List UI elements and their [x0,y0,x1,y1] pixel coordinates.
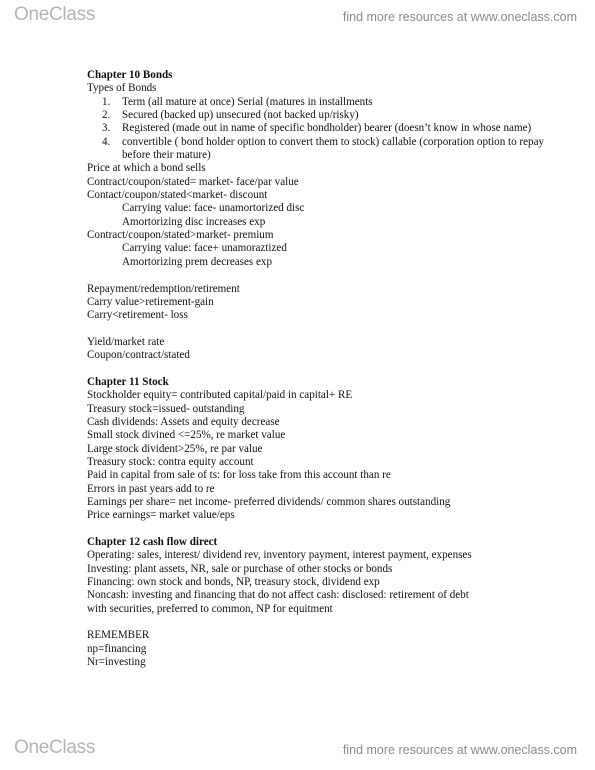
text-line: Cash dividends: Assets and equity decrease [87,415,280,428]
price-label: Price at which a bond sells [87,162,206,175]
text-line-indented: Carrying value: face- unamortorized disc [122,202,305,215]
text-line: Errors in past years add to re [87,482,215,495]
text-line: Coupon/contract/stated [87,349,190,362]
oneclass-logo: OneClass [14,4,96,25]
text-line: Carry<retirement- loss [87,309,188,322]
bond-type-item [87,136,587,163]
text-line: Nr=investing [87,656,146,669]
item-number: 2. [102,109,111,122]
bond-type-item [87,96,587,109]
text-line: Noncash: investing and financing that do not affect cash: disclosed: retirement of debt [87,589,469,602]
spacer [87,616,587,629]
text-line: Large stock divident>25%, re par value [87,442,263,455]
text-line: Operating: sales, interest/ dividend rev, inventory payment, interest payment, expenses [87,549,472,562]
item-number: 1. [102,95,111,108]
item-text: Registered (made out in name of specific bondholder) bearer (doesn’t know in whose name) [122,122,532,135]
item-number: 4. [102,135,111,148]
text-line-indented: Carrying value: face+ unamoraztized [122,242,287,255]
bond-type-item [87,122,587,135]
text-line: Contact/coupon/stated<market- discount [87,189,268,202]
text-line: Treasury stock=issued- outstanding [87,402,245,415]
item-number: 3. [102,122,111,135]
header-tagline[interactable]: find more resources at www.oneclass.com [342,10,577,24]
chapter-11-heading: Chapter 11 Stock [87,375,169,388]
text-line: Contract/coupon/stated= market- face/par value [87,175,299,188]
spacer [87,523,587,536]
oneclass-logo: OneClass [14,737,96,758]
item-text: convertible ( bond holder option to convert them to stock) callable (corporation option to repay before their mature) [122,135,545,162]
footer-tagline[interactable]: find more resources at www.oneclass.com [342,743,577,757]
spacer [87,269,587,282]
text-line: Paid in capital from sale of ts: for loss take from this account than re [87,469,391,482]
text-line-indented: Amortorizing disc increases exp [122,215,266,228]
types-label: Types of Bonds [87,82,157,95]
text-line: Earnings per share= net income- preferred dividends/ common shares outstanding [87,496,451,508]
text-line: Stockholder equity= contributed capital/paid in capital+ RE [87,389,353,402]
spacer [87,363,587,376]
text-line: Price earnings= market value/eps [87,509,235,522]
item-text: Secured (backed up) unsecured (not backed up/risky) [122,109,359,122]
text-line: Small stock divined <=25%, re market value [87,429,286,442]
text-line: Contract/coupon/stated>market- premium [87,229,274,242]
remember-heading: REMEMBER [87,629,150,642]
text-line: Carry value>retirement-gain [87,295,214,308]
bond-type-item [87,109,587,122]
text-line: Financing: own stock and bonds, NP, treasury stock, dividend exp [87,576,380,589]
document-body [87,69,587,669]
spacer [87,323,587,336]
chapter-12-heading: Chapter 12 cash flow direct [87,536,218,549]
text-line-indented: Amortorizing prem decreases exp [122,255,273,268]
text-line: Investing: plant assets, NR, sale or purchase of other stocks or bonds [87,562,393,575]
text-line: Repayment/redemption/retirement [87,282,240,295]
text-line: Treasury stock: contra equity account [87,455,254,468]
text-line: Yield/market rate [87,335,165,348]
text-line: np=financing [87,642,147,655]
text-line: with securities, preferred to common, NP for equitment [87,602,333,615]
item-text: Term (all mature at once) Serial (matures in installments [122,95,373,108]
chapter-10-heading: Chapter 10 Bonds [87,69,173,81]
